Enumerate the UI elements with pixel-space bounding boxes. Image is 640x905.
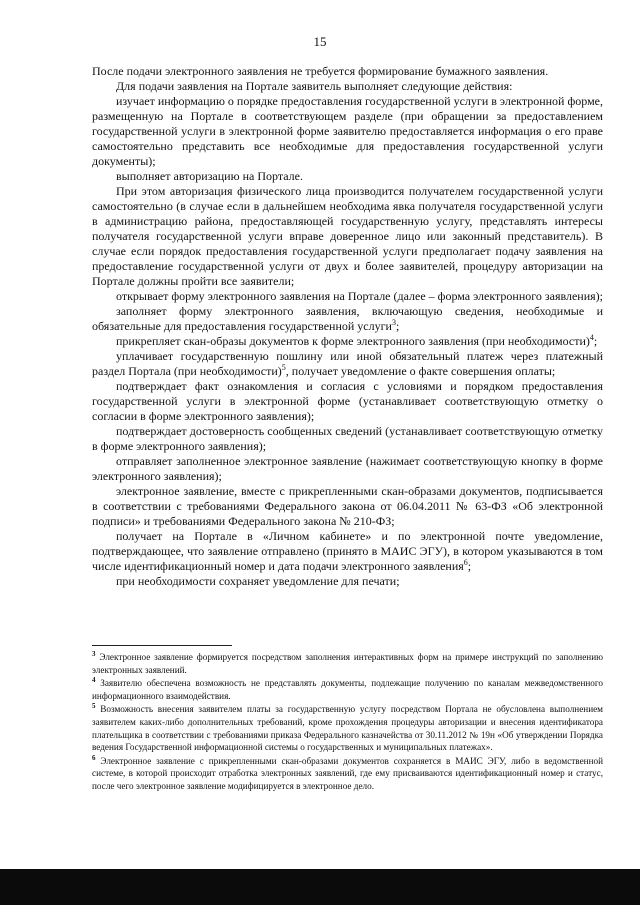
footnote-text: Возможность внесения заявителем платы за государственную услугу посредством Портала не обусловлена выполнением заявителем каких-либо дополнительных требований, кроме прохождения процедуры авторизации и внесения идентификатора плательщика в соответствии с требованиями приказа Федерального казначейства от 30.11.2012 № 19н «Об утверждении Порядка ведения Государственной информационной системы о государственных и муниципальных платежах». (92, 704, 603, 753)
footnote-number: 4 (92, 676, 96, 685)
paragraph: При этом авторизация физического лица производится получателем государственной услуги самостоятельно (в случае если в дальнейшем необходима явка получателя государственной услуги в администрацию района, предоставляющей государственную услугу, представлять интересы получателя государственной услуги вправе доверенное лицо или законный представитель). В случае если порядок предоставления государственной услуги предполагает подачу заявления на предоставление государственной услуги от двух и более заявителей, процедуру авторизации на Портале должны пройти все заявители; (92, 184, 603, 288)
paragraph-text: ; (467, 559, 472, 573)
paragraph: выполняет авторизацию на Портале. (116, 169, 303, 183)
footnotes (92, 651, 603, 794)
paragraph (92, 334, 603, 349)
paragraph-text: прикрепляет скан-образы документов к форме электронного заявления (при необходимости) (116, 334, 590, 348)
footnote-text: Заявителю обеспечена возможность не представлять документы, подлежащие получению по каналам межведомственного информационного взаимодействия. (92, 678, 604, 701)
footnote-ref: 4 (589, 333, 594, 342)
scan-bottom-border (0, 869, 640, 905)
footnote (92, 651, 603, 676)
footnote (92, 703, 603, 753)
footnote-text: Электронное заявление формируется посредством заполнения интерактивных форм на примере инструкций по заполнению электронных заявлений. (92, 652, 603, 675)
paragraph (92, 304, 603, 334)
footnote-ref: 3 (391, 318, 396, 327)
paragraph: электронное заявление, вместе с прикрепленными скан-образами документов, подписывается в соответствии с требованиями Федерального закона от 06.04.2011 № 63-ФЗ «Об электронной подписи» и требованиями Федерального закона № 210-ФЗ; (92, 484, 603, 528)
footnote (92, 755, 603, 793)
footnote (92, 677, 603, 702)
paragraph-text: ; (395, 319, 400, 333)
footnote-number: 3 (92, 649, 96, 658)
body-text (92, 64, 603, 589)
paragraph: подтверждает достоверность сообщенных сведений (устанавливает соответствующую отметку в форме электронного заявления); (92, 424, 603, 453)
footnote-text: Электронное заявление с прикрепленными скан-образами документов сохраняется в МАИС ЭГУ, либо в ведомственной системе, в которой происходит отработка электронных заявлений, где ему присваиваются идентификационный номер и статус, после чего электронное заявление модифицируется в электронное дело. (92, 755, 604, 791)
paragraph-text: получает на Портале в «Личном кабинете» и по электронной почте уведомление, подтверждающее, что заявление отправлено (принято в МАИС ЭГУ), в котором указываются в том числе идентификационный номер и дата подачи электронного заявления (92, 529, 603, 573)
paragraph: подтверждает факт ознакомления и согласия с условиями и порядком предоставления государственной услуги в электронной форме (устанавливает соответствующую отметку о согласии в форме электронного заявления); (92, 379, 603, 423)
paragraph-text: ; (593, 334, 598, 348)
paragraph-text: , получает уведомление о факте совершения оплаты; (285, 364, 556, 378)
footnote-ref: 6 (463, 558, 468, 567)
footnote-number: 6 (92, 753, 96, 762)
paragraph: при необходимости сохраняет уведомление для печати; (116, 574, 400, 588)
paragraph: Для подачи заявления на Портале заявитель выполняет следующие действия: (116, 79, 513, 93)
paragraph: отправляет заполненное электронное заявление (нажимает соответствующую кнопку в форме электронного заявления); (92, 454, 603, 483)
paragraph-text: заполняет форму электронного заявления, включающую сведения, необходимые и обязательные для предоставления государственной услуги (92, 304, 603, 333)
paragraph (92, 529, 603, 574)
footnote-separator (92, 645, 232, 646)
paragraph (92, 349, 603, 379)
footnote-number: 5 (92, 702, 96, 711)
paragraph: открывает форму электронного заявления на Портале (далее – форма электронного заявления); (116, 289, 603, 303)
footnote-ref: 5 (281, 363, 286, 372)
paragraph-text: уплачивает государственную пошлину или иной обязательный платеж через платежный раздел Портала (при необходимости) (92, 349, 603, 378)
paragraph: изучает информацию о порядке предоставления государственной услуги в электронной форме, размещенную на Портале в соответствующем разделе (при обращении за предоставлением государственной услуги в электронной форме заявителю предоставляется информация о его праве самостоятельно представить все необходимые для предоставления государственной услуги документы); (92, 94, 603, 168)
paragraph: После подачи электронного заявления не требуется формирование бумажного заявления. (92, 64, 549, 78)
page-number: 15 (313, 34, 327, 49)
